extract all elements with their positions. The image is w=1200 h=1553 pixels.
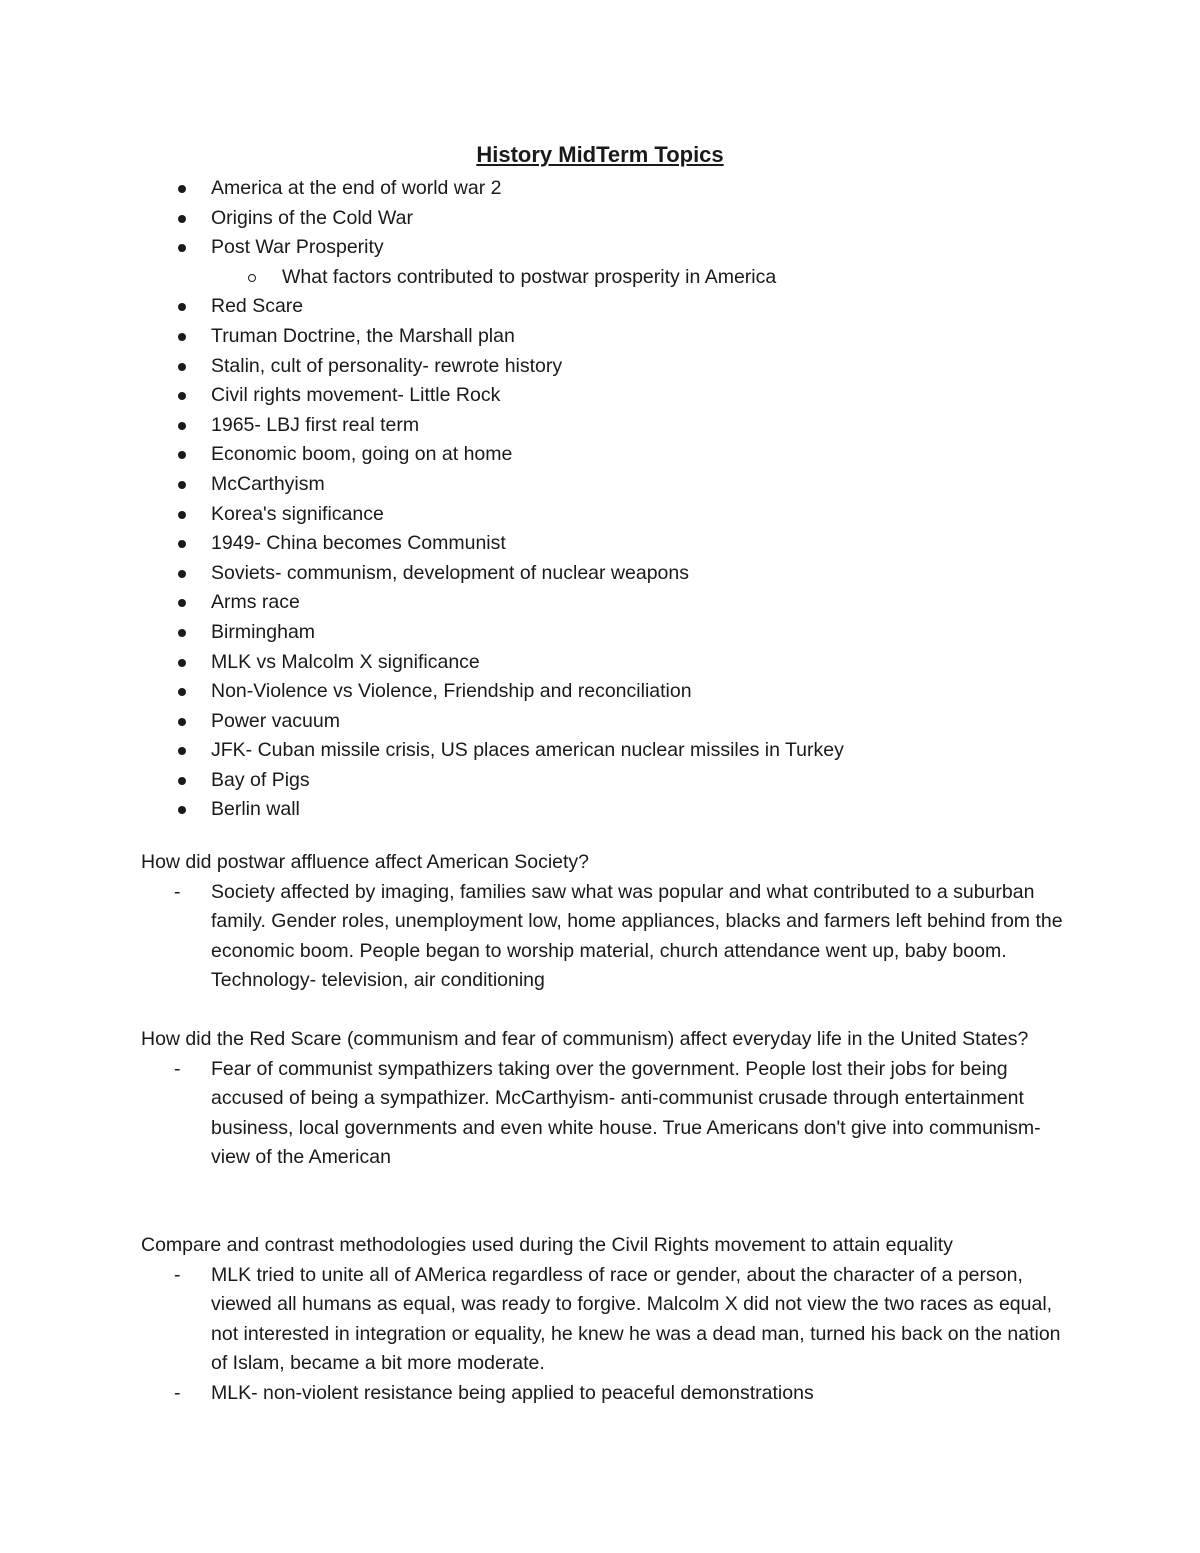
question-text: How did the Red Scare (communism and fear of communism) affect everyday life in the United States? — [141, 1028, 1029, 1050]
topic-text: Non-Violence vs Violence, Friendship and reconciliation — [211, 680, 692, 703]
bullet-icon — [178, 392, 186, 400]
topic-text: MLK vs Malcolm X significance — [211, 650, 480, 673]
topic-text: Origins of the Cold War — [211, 206, 413, 229]
bullet-icon — [178, 303, 186, 311]
topic-text: Berlin wall — [211, 798, 300, 821]
question-section-civil-rights — [141, 1231, 1071, 1409]
question-text: Compare and contrast methodologies used during the Civil Rights movement to attain equality — [141, 1234, 953, 1256]
bullet-icon — [178, 806, 186, 814]
answer-item — [141, 1261, 1071, 1379]
bullet-icon — [178, 718, 186, 726]
topic-text: Birmingham — [211, 620, 316, 643]
bullet-icon — [178, 659, 186, 667]
bullet-icon — [178, 777, 186, 785]
page-title: History MidTerm Topics — [476, 142, 724, 167]
bullet-icon — [178, 422, 186, 430]
bullet-icon — [178, 244, 186, 252]
dash-bullet-icon: - — [174, 1057, 181, 1080]
bullet-icon — [178, 599, 186, 607]
bullet-icon — [178, 570, 186, 578]
question-section-red-scare — [141, 1025, 1071, 1173]
answer-text: MLK tried to unite all of AMerica regardless of race or gender, about the character of a person, viewed all humans as equal, was ready to forgive. Malcolm X did not view the two races as equal, not interested in integration or equality, he knew he was a dead man, turned his back on the nation of Islam, became a bit more moderate. — [211, 1263, 1061, 1375]
topic-text: 1949- China becomes Communist — [211, 532, 506, 555]
topic-text: Soviets- communism, development of nuclear weapons — [211, 561, 689, 584]
topic-text: America at the end of world war 2 — [211, 177, 502, 199]
answer-text: MLK- non-violent resistance being applied to peaceful demonstrations — [211, 1381, 814, 1404]
bullet-icon — [178, 185, 186, 193]
topic-text: Civil rights movement- Little Rock — [211, 384, 501, 407]
topic-text: JFK- Cuban missile crisis, US places american nuclear missiles in Turkey — [211, 739, 844, 762]
topic-text: Red Scare — [211, 295, 304, 318]
bullet-icon — [178, 451, 186, 459]
answer-text: Fear of communist sympathizers taking over the government. People lost their jobs for being accused of being a sympathizer. McCarthyism- anti-communist crusade through entertainment business, local governments and even white house. True Americans don't give into communism- view of the American — [211, 1057, 1041, 1169]
hollow-bullet-icon — [248, 274, 256, 282]
topic-text: Korea's significance — [211, 502, 384, 525]
topic-text: Bay of Pigs — [211, 768, 310, 791]
topic-text: McCarthyism — [211, 472, 325, 495]
bullet-icon — [178, 629, 186, 637]
bullet-icon — [178, 511, 186, 519]
topic-text: Power vacuum — [211, 709, 340, 732]
answer-text: Society affected by imaging, families saw what was popular and what contributed to a suburban family. Gender roles, unemployment low, home appliances, blacks and farmers left behind from the economic boom. People began to worship material, church attendance went up, baby boom. Technology- television, air conditioning — [211, 880, 1063, 992]
bullet-icon — [178, 215, 186, 223]
question-text: How did postwar affluence affect American Society? — [141, 851, 590, 873]
answer-item — [141, 1379, 1071, 1409]
topic-text: Economic boom, going on at home — [211, 443, 513, 466]
bullet-icon — [178, 363, 186, 371]
topic-text: What factors contributed to postwar prosperity in America — [282, 265, 777, 288]
topic-text: Stalin, cult of personality- rewrote history — [211, 354, 563, 377]
question-section-affluence — [141, 848, 1071, 996]
topic-text: Post War Prosperity — [211, 236, 384, 259]
dash-bullet-icon: - — [174, 1263, 181, 1286]
answer-item — [141, 1055, 1071, 1173]
bullet-icon — [178, 481, 186, 489]
dash-bullet-icon: - — [174, 1381, 181, 1404]
bullet-icon — [178, 540, 186, 548]
bullet-icon — [178, 333, 186, 341]
bullet-icon — [178, 688, 186, 696]
topic-text: Arms race — [211, 591, 300, 614]
bullet-icon — [178, 747, 186, 755]
topic-text: 1965- LBJ first real term — [211, 413, 420, 436]
dash-bullet-icon: - — [174, 880, 181, 903]
answer-item — [141, 878, 1071, 996]
topic-text: Truman Doctrine, the Marshall plan — [211, 324, 515, 347]
